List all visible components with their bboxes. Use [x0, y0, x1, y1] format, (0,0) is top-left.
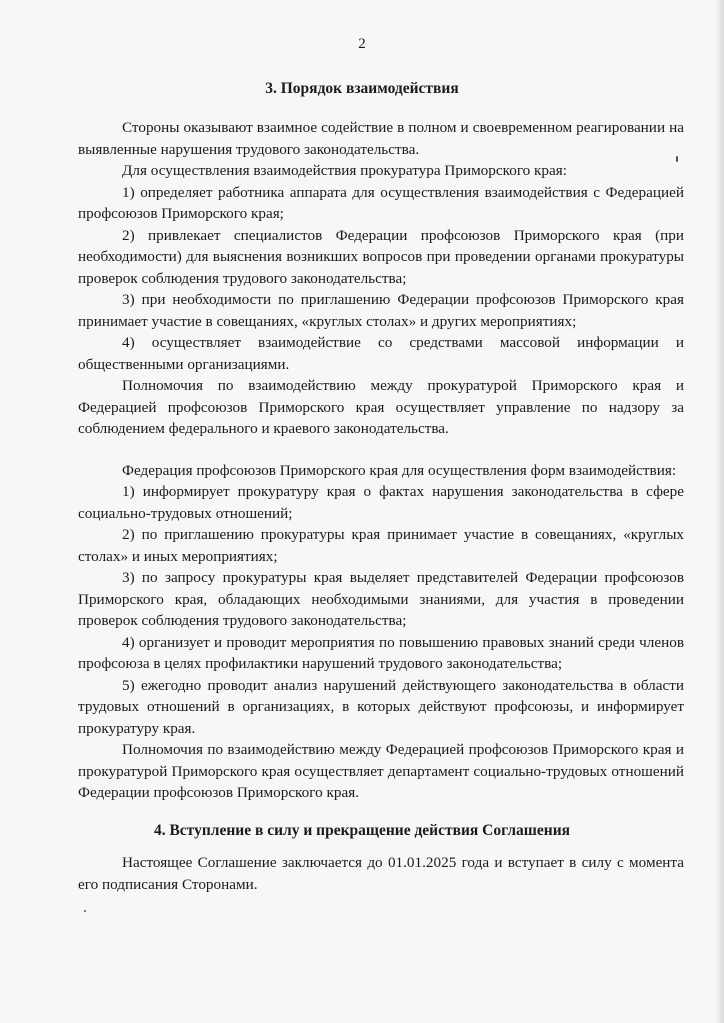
paragraph: Настоящее Соглашение заключается до 01.01.2025 года и вступает в силу с момента его подписания Сторонами.: [78, 854, 684, 893]
list-item: 2) по приглашению прокуратуры края принимает участие в совещаниях, «круглых столах» и иных мероприятиях;: [78, 526, 684, 565]
list-item: 3) по запросу прокуратуры края выделяет представителей Федерации профсоюзов Приморского края, обладающих необходимыми знаниями, для участия в проведении проверок соблюдения трудового законодательства;: [78, 569, 684, 629]
paragraph: Для осуществления взаимодействия прокуратура Приморского края:: [122, 162, 567, 179]
list-item: 4) организует и проводит мероприятия по повышению правовых знаний среди членов профсоюза в целях профилактики нарушений трудового законодательства;: [78, 633, 684, 672]
page-number: 2: [358, 36, 366, 52]
section-4-body: [78, 852, 684, 895]
paragraph: Стороны оказывают взаимное содействие в полном и своевременном реагировании на выявленные нарушения трудового законодательства.: [78, 119, 684, 158]
scan-edge-shadow: [716, 0, 724, 1023]
paragraph: Федерация профсоюзов Приморского края для осуществления форм взаимодействия:: [122, 461, 677, 479]
paragraph: Полномочия по взаимодействию между прокуратурой Приморского края и Федерацией профсоюзов Приморского края осуществляет управление по надзору за соблюдением федерального и краевого законодательства.: [78, 377, 684, 437]
scan-speck: [676, 156, 678, 162]
scan-speck: [84, 910, 86, 912]
list-item: 5) ежегодно проводит анализ нарушений действующего законодательства в области трудовых отношений в организациях, в которых действуют профсоюзы, и информирует прокуратуру края.: [78, 676, 684, 737]
list-item: 2) привлекает специалистов Федерации профсоюзов Приморского края (при необходимости) для выяснения возникших вопросов при проведении органами прокуратуры проверок соблюдения трудового законодательства;: [78, 226, 684, 287]
section-3-heading: 3. Порядок взаимодействия: [265, 80, 459, 97]
paragraph: Полномочия по взаимодействию между Федерацией профсоюзов Приморского края и прокуратурой Приморского края осуществляет департамент социально-трудовых отношений Федерации профсоюзов Приморского края.: [78, 741, 684, 801]
section-4-heading: 4. Вступление в силу и прекращение действия Соглашения: [153, 822, 571, 839]
section-3-body: [78, 117, 684, 804]
list-item: 4) осуществляет взаимодействие со средствами массовой информации и общественными организациями.: [78, 334, 684, 373]
list-item: 1) информирует прокуратуру края о фактах нарушения законодательства в сфере социально-трудовых отношений;: [78, 483, 684, 522]
list-item: 3) при необходимости по приглашению Федерации профсоюзов Приморского края принимает участие в совещаниях, «круглых столах» и других мероприятиях;: [78, 291, 684, 330]
list-item: 1) определяет работника аппарата для осуществления взаимодействия с Федерацией профсоюзов Приморского края;: [78, 183, 684, 222]
